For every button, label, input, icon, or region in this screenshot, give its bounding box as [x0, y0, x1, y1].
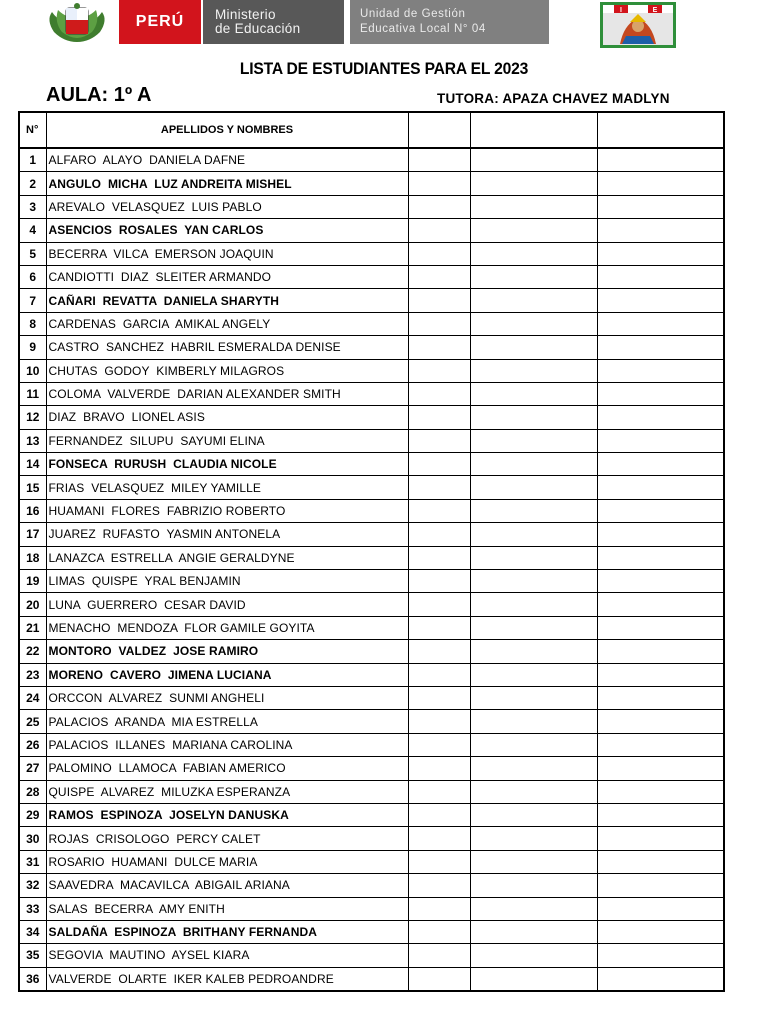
table-row — [19, 920, 724, 943]
table-row — [19, 523, 724, 546]
blank-cell — [408, 827, 470, 850]
blank-cell — [408, 570, 470, 593]
ugel-brand-box — [350, 0, 549, 44]
blank-cell — [597, 757, 724, 780]
row-number: 3 — [19, 195, 46, 218]
student-name: ROJAS CRISOLOGO PERCY CALET — [46, 827, 408, 850]
student-name: FONSECA RURUSH CLAUDIA NICOLE — [46, 453, 408, 476]
student-name: CASTRO SANCHEZ HABRIL ESMERALDA DENISE — [46, 336, 408, 359]
table-row — [19, 827, 724, 850]
peru-brand-box — [119, 0, 201, 44]
table-row — [19, 803, 724, 826]
blank-cell — [597, 406, 724, 429]
blank-cell — [470, 803, 597, 826]
blank-cell — [597, 686, 724, 709]
table-row — [19, 359, 724, 382]
table-row — [19, 429, 724, 452]
blank-cell — [597, 663, 724, 686]
blank-cell — [597, 382, 724, 405]
blank-cell — [470, 523, 597, 546]
student-name: DIAZ BRAVO LIONEL ASIS — [46, 406, 408, 429]
blank-cell — [597, 195, 724, 218]
blank-cell — [597, 242, 724, 265]
row-number: 8 — [19, 312, 46, 335]
blank-cell — [470, 219, 597, 242]
blank-cell — [470, 827, 597, 850]
blank-cell — [408, 312, 470, 335]
student-name: SALAS BECERRA AMY ENITH — [46, 897, 408, 920]
student-name: LANAZCA ESTRELLA ANGIE GERALDYNE — [46, 546, 408, 569]
table-row — [19, 663, 724, 686]
student-name: CARDENAS GARCIA AMIKAL ANGELY — [46, 312, 408, 335]
table-row — [19, 570, 724, 593]
table-row — [19, 219, 724, 242]
blank-cell — [408, 733, 470, 756]
blank-cell — [470, 593, 597, 616]
blank-cell — [470, 289, 597, 312]
row-number: 9 — [19, 336, 46, 359]
student-name: ANGULO MICHA LUZ ANDREITA MISHEL — [46, 172, 408, 195]
blank-cell — [470, 499, 597, 522]
student-name: HUAMANI FLORES FABRIZIO ROBERTO — [46, 499, 408, 522]
blank-cell — [408, 242, 470, 265]
blank-cell — [597, 499, 724, 522]
blank-cell — [597, 827, 724, 850]
blank-cell — [470, 172, 597, 195]
blank-cell — [470, 850, 597, 873]
blank-cell — [408, 874, 470, 897]
blank-cell — [597, 546, 724, 569]
row-number: 20 — [19, 593, 46, 616]
blank-cell — [470, 148, 597, 172]
student-name: JUAREZ RUFASTO YASMIN ANTONELA — [46, 523, 408, 546]
student-name: AREVALO VELASQUEZ LUIS PABLO — [46, 195, 408, 218]
blank-cell — [408, 406, 470, 429]
student-name: QUISPE ALVAREZ MILUZKA ESPERANZA — [46, 780, 408, 803]
blank-cell — [470, 663, 597, 686]
blank-cell — [470, 616, 597, 639]
row-number: 35 — [19, 944, 46, 967]
blank-cell — [408, 967, 470, 991]
table-row — [19, 195, 724, 218]
table-row — [19, 499, 724, 522]
blank-cell — [470, 710, 597, 733]
table-header-row — [19, 112, 724, 148]
blank-cell — [408, 546, 470, 569]
blank-cell — [470, 242, 597, 265]
blank-cell — [597, 523, 724, 546]
student-name: SAAVEDRA MACAVILCA ABIGAIL ARIANA — [46, 874, 408, 897]
blank-cell — [470, 406, 597, 429]
table-row — [19, 476, 724, 499]
table-row — [19, 780, 724, 803]
blank-cell — [597, 359, 724, 382]
student-name: FRIAS VELASQUEZ MILEY YAMILLE — [46, 476, 408, 499]
row-number: 10 — [19, 359, 46, 382]
row-number: 2 — [19, 172, 46, 195]
row-number: 24 — [19, 686, 46, 709]
row-number: 16 — [19, 499, 46, 522]
blank-cell — [470, 757, 597, 780]
student-name: ALFARO ALAYO DANIELA DAFNE — [46, 148, 408, 172]
row-number: 31 — [19, 850, 46, 873]
student-name: VALVERDE OLARTE IKER KALEB PEDROANDRE — [46, 967, 408, 991]
row-number: 15 — [19, 476, 46, 499]
peru-label: PERÚ — [135, 13, 185, 30]
ministry-brand-box — [203, 0, 344, 44]
blank-cell — [597, 733, 724, 756]
blank-cell — [470, 336, 597, 359]
blank-cell — [470, 686, 597, 709]
student-name: PALACIOS ARANDA MIA ESTRELLA — [46, 710, 408, 733]
table-row — [19, 148, 724, 172]
blank-cell — [470, 920, 597, 943]
blank-cell — [597, 710, 724, 733]
blank-cell — [597, 897, 724, 920]
row-number: 30 — [19, 827, 46, 850]
roster-body — [19, 148, 724, 991]
student-name: CANDIOTTI DIAZ SLEITER ARMANDO — [46, 265, 408, 288]
blank-cell — [470, 944, 597, 967]
logo-letter-i: I — [620, 7, 622, 14]
table-row — [19, 874, 724, 897]
table-row — [19, 616, 724, 639]
blank-cell — [470, 546, 597, 569]
blank-cell — [597, 640, 724, 663]
table-row — [19, 733, 724, 756]
table-row — [19, 453, 724, 476]
table-row — [19, 897, 724, 920]
row-number: 26 — [19, 733, 46, 756]
student-name: SEGOVIA MAUTINO AYSEL KIARA — [46, 944, 408, 967]
blank-cell — [408, 686, 470, 709]
table-row — [19, 312, 724, 335]
table-row — [19, 640, 724, 663]
row-number: 32 — [19, 874, 46, 897]
header-blank-3 — [597, 112, 724, 148]
blank-cell — [408, 219, 470, 242]
blank-cell — [408, 148, 470, 172]
blank-cell — [408, 780, 470, 803]
row-number: 11 — [19, 382, 46, 405]
row-number: 13 — [19, 429, 46, 452]
student-name: COLOMA VALVERDE DARIAN ALEXANDER SMITH — [46, 382, 408, 405]
table-row — [19, 336, 724, 359]
blank-cell — [408, 499, 470, 522]
blank-cell — [597, 616, 724, 639]
blank-cell — [470, 640, 597, 663]
blank-cell — [597, 172, 724, 195]
row-number: 6 — [19, 265, 46, 288]
blank-cell — [408, 757, 470, 780]
header-names: APELLIDOS Y NOMBRES — [46, 112, 408, 148]
blank-cell — [470, 780, 597, 803]
row-number: 28 — [19, 780, 46, 803]
row-number: 12 — [19, 406, 46, 429]
blank-cell — [597, 593, 724, 616]
row-number: 1 — [19, 148, 46, 172]
blank-cell — [470, 570, 597, 593]
ministry-line-2: de Educación — [215, 21, 301, 36]
blank-cell — [597, 920, 724, 943]
table-row — [19, 944, 724, 967]
ministry-line-1: Ministerio — [215, 7, 276, 22]
blank-cell — [470, 897, 597, 920]
ugel-line-1: Unidad de Gestión — [360, 8, 466, 20]
ugel-line-2: Educativa Local N° 04 — [360, 23, 486, 35]
table-row — [19, 172, 724, 195]
table-row — [19, 686, 724, 709]
blank-cell — [408, 944, 470, 967]
blank-cell — [597, 148, 724, 172]
blank-cell — [597, 336, 724, 359]
student-roster-table — [18, 111, 725, 992]
row-number: 7 — [19, 289, 46, 312]
row-number: 22 — [19, 640, 46, 663]
table-row — [19, 242, 724, 265]
blank-cell — [597, 967, 724, 991]
table-row — [19, 382, 724, 405]
blank-cell — [408, 429, 470, 452]
blank-cell — [408, 640, 470, 663]
row-number: 14 — [19, 453, 46, 476]
blank-cell — [470, 967, 597, 991]
document-title: LISTA DE ESTUDIANTES PARA EL 2023 — [239, 59, 529, 78]
blank-cell — [470, 382, 597, 405]
blank-cell — [408, 523, 470, 546]
blank-cell — [408, 616, 470, 639]
table-row — [19, 850, 724, 873]
row-number: 18 — [19, 546, 46, 569]
blank-cell — [408, 850, 470, 873]
student-name: BECERRA VILCA EMERSON JOAQUIN — [46, 242, 408, 265]
student-name: MENACHO MENDOZA FLOR GAMILE GOYITA — [46, 616, 408, 639]
table-row — [19, 406, 724, 429]
student-name: FERNANDEZ SILUPU SAYUMI ELINA — [46, 429, 408, 452]
blank-cell — [408, 476, 470, 499]
header-number: N° — [19, 112, 46, 148]
table-row — [19, 757, 724, 780]
blank-cell — [408, 359, 470, 382]
blank-cell — [597, 944, 724, 967]
student-name: ROSARIO HUAMANI DULCE MARIA — [46, 850, 408, 873]
blank-cell — [597, 850, 724, 873]
blank-cell — [408, 336, 470, 359]
table-row — [19, 546, 724, 569]
row-number: 17 — [19, 523, 46, 546]
blank-cell — [408, 710, 470, 733]
blank-cell — [470, 476, 597, 499]
student-name: MONTORO VALDEZ JOSE RAMIRO — [46, 640, 408, 663]
blank-cell — [470, 195, 597, 218]
row-number: 5 — [19, 242, 46, 265]
student-name: PALOMINO LLAMOCA FABIAN AMERICO — [46, 757, 408, 780]
row-number: 27 — [19, 757, 46, 780]
blank-cell — [597, 429, 724, 452]
row-number: 36 — [19, 967, 46, 991]
blank-cell — [470, 312, 597, 335]
table-row — [19, 967, 724, 991]
row-number: 21 — [19, 616, 46, 639]
blank-cell — [408, 195, 470, 218]
table-row — [19, 289, 724, 312]
table-row — [19, 710, 724, 733]
blank-cell — [597, 570, 724, 593]
peru-coat-of-arms-logo — [44, 2, 110, 44]
student-name: CHUTAS GODOY KIMBERLY MILAGROS — [46, 359, 408, 382]
blank-cell — [597, 289, 724, 312]
row-number: 19 — [19, 570, 46, 593]
blank-cell — [470, 453, 597, 476]
blank-cell — [597, 219, 724, 242]
row-number: 4 — [19, 219, 46, 242]
blank-cell — [597, 803, 724, 826]
logo-letter-e: E — [652, 7, 658, 14]
blank-cell — [597, 265, 724, 288]
blank-cell — [408, 897, 470, 920]
row-number: 23 — [19, 663, 46, 686]
student-name: ORCCON ALVAREZ SUNMI ANGHELI — [46, 686, 408, 709]
row-number: 29 — [19, 803, 46, 826]
blank-cell — [408, 382, 470, 405]
blank-cell — [470, 429, 597, 452]
blank-cell — [470, 874, 597, 897]
school-logo — [600, 2, 676, 48]
blank-cell — [408, 593, 470, 616]
header-blank-2 — [470, 112, 597, 148]
blank-cell — [470, 265, 597, 288]
blank-cell — [408, 289, 470, 312]
tutor-label: TUTORA: APAZA CHAVEZ MADLYN — [437, 91, 670, 106]
blank-cell — [597, 780, 724, 803]
blank-cell — [408, 265, 470, 288]
table-row — [19, 593, 724, 616]
header-blank-1 — [408, 112, 470, 148]
student-name: PALACIOS ILLANES MARIANA CAROLINA — [46, 733, 408, 756]
row-number: 25 — [19, 710, 46, 733]
blank-cell — [470, 733, 597, 756]
student-name: SALDAÑA ESPINOZA BRITHANY FERNANDA — [46, 920, 408, 943]
row-number: 34 — [19, 920, 46, 943]
blank-cell — [597, 453, 724, 476]
classroom-label: AULA: 1º A — [46, 84, 152, 106]
student-name: RAMOS ESPINOZA JOSELYN DANUSKA — [46, 803, 408, 826]
blank-cell — [408, 453, 470, 476]
student-name: LIMAS QUISPE YRAL BENJAMIN — [46, 570, 408, 593]
blank-cell — [408, 920, 470, 943]
blank-cell — [597, 874, 724, 897]
blank-cell — [408, 663, 470, 686]
blank-cell — [408, 172, 470, 195]
row-number: 33 — [19, 897, 46, 920]
student-name: MORENO CAVERO JIMENA LUCIANA — [46, 663, 408, 686]
student-name: CAÑARI REVATTA DANIELA SHARYTH — [46, 289, 408, 312]
student-name: LUNA GUERRERO CESAR DAVID — [46, 593, 408, 616]
blank-cell — [470, 359, 597, 382]
blank-cell — [597, 476, 724, 499]
blank-cell — [597, 312, 724, 335]
student-name: ASENCIOS ROSALES YAN CARLOS — [46, 219, 408, 242]
blank-cell — [408, 803, 470, 826]
table-row — [19, 265, 724, 288]
